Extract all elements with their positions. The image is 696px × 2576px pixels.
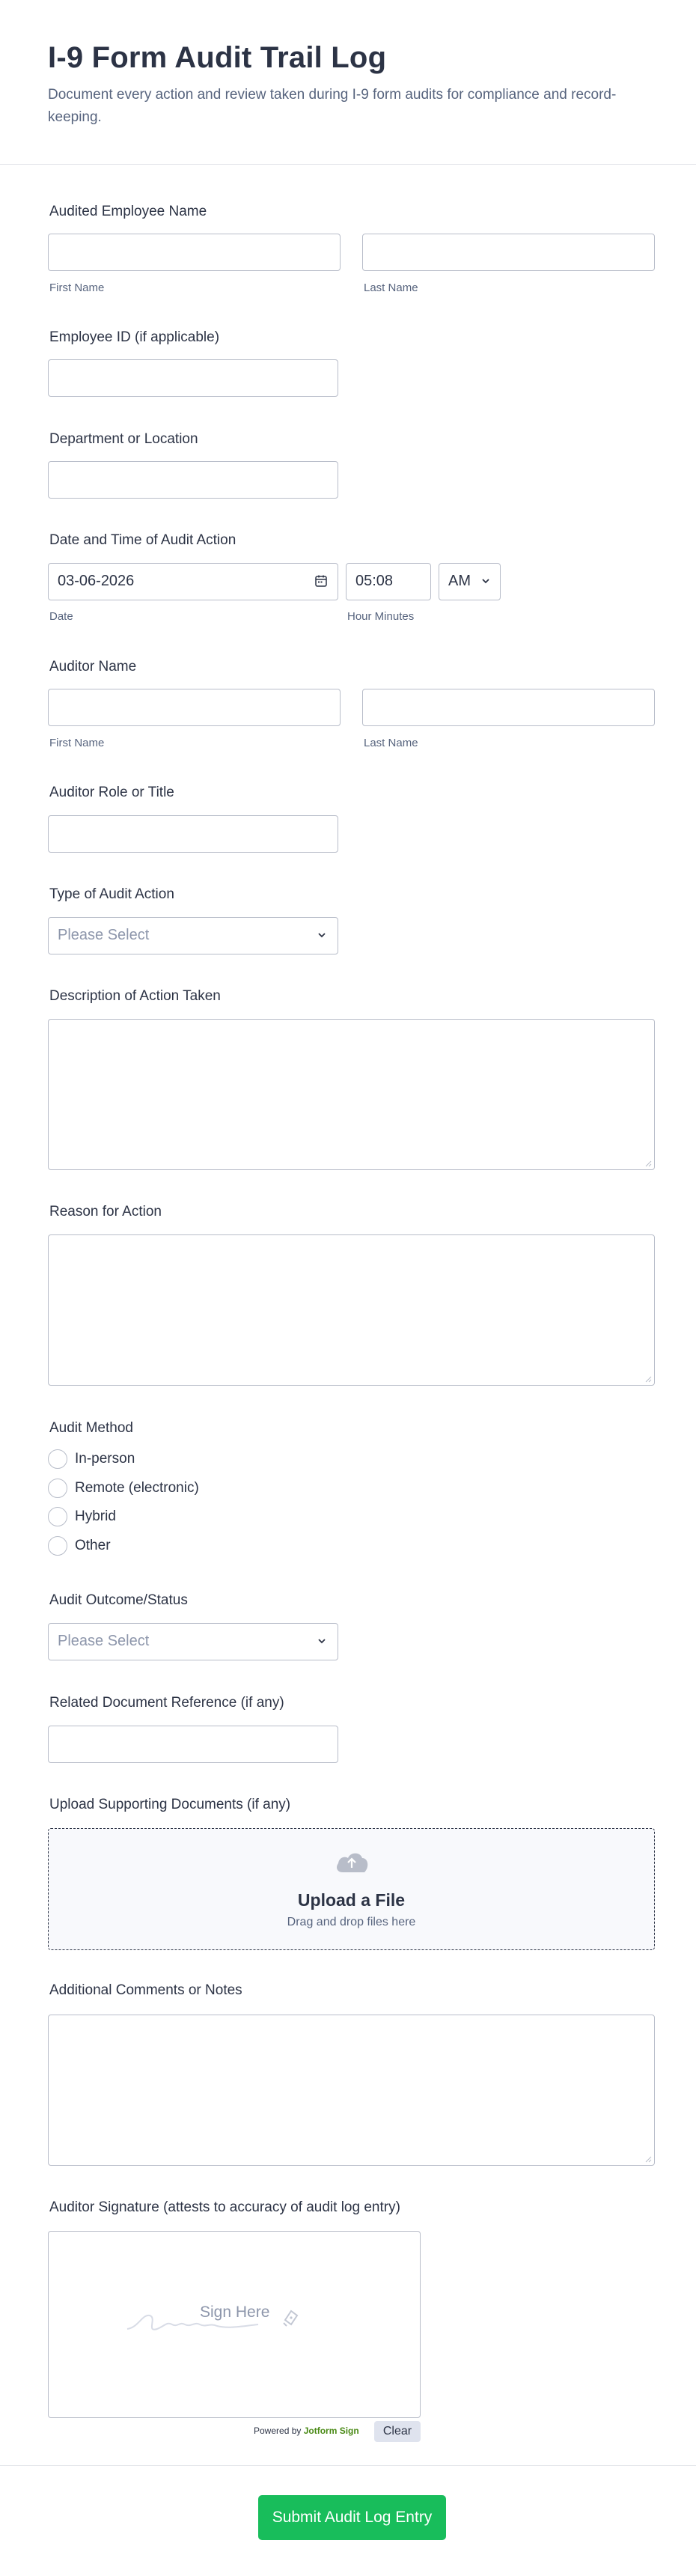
- employee-name-label: Audited Employee Name: [49, 204, 207, 219]
- description-textarea[interactable]: [48, 1019, 655, 1170]
- chevron-down-icon: [315, 1634, 329, 1648]
- form-title: I-9 Form Audit Trail Log: [48, 41, 387, 74]
- calendar-icon[interactable]: [314, 573, 329, 588]
- reason-label: Reason for Action: [49, 1204, 162, 1220]
- footer-divider: [0, 2465, 696, 2466]
- chevron-down-icon: [315, 928, 329, 942]
- auditor-first-name-input[interactable]: [48, 689, 341, 726]
- radio-circle[interactable]: [48, 1536, 67, 1556]
- date-input[interactable]: [48, 563, 338, 600]
- employee-last-name-input[interactable]: [362, 234, 655, 271]
- radio-option-in-person[interactable]: [48, 1449, 135, 1469]
- submit-button[interactable]: Submit Audit Log Entry: [258, 2495, 446, 2540]
- upload-label: Upload Supporting Documents (if any): [49, 1797, 291, 1812]
- outcome-select[interactable]: [48, 1623, 338, 1660]
- auditor-name-label: Auditor Name: [49, 659, 137, 675]
- file-upload-dropzone[interactable]: [48, 1828, 655, 1950]
- action-type-select[interactable]: [48, 917, 338, 954]
- signature-label: Auditor Signature (attests to accuracy of audit log entry): [49, 2199, 400, 2215]
- radio-option-remote[interactable]: [48, 1479, 199, 1498]
- date-sublabel: Date: [49, 610, 73, 623]
- audit-method-label: Audit Method: [49, 1420, 133, 1436]
- form-header: [48, 37, 647, 129]
- time-value: 05:08: [355, 573, 394, 589]
- radio-circle[interactable]: [48, 1449, 67, 1469]
- comments-label: Additional Comments or Notes: [49, 1982, 242, 1998]
- datetime-label: Date and Time of Audit Action: [49, 532, 236, 548]
- ampm-select[interactable]: [439, 563, 501, 600]
- employee-id-input[interactable]: [48, 359, 338, 397]
- reason-textarea[interactable]: [48, 1234, 655, 1386]
- radio-label: Other: [75, 1538, 111, 1553]
- radio-circle[interactable]: [48, 1507, 67, 1526]
- doc-ref-input[interactable]: [48, 1726, 338, 1763]
- upload-title: Upload a File: [297, 1890, 406, 1910]
- signature-placeholder: Sign Here: [200, 2304, 270, 2321]
- description-label: Description of Action Taken: [49, 988, 221, 1004]
- upload-subtitle: Drag and drop files here: [287, 1916, 416, 1928]
- cloud-upload-icon: [333, 1847, 370, 1877]
- radio-label: Remote (electronic): [75, 1480, 199, 1496]
- employee-first-name-sublabel: First Name: [49, 281, 105, 294]
- time-input[interactable]: [346, 563, 431, 600]
- auditor-role-input[interactable]: [48, 815, 338, 853]
- resize-grip-icon[interactable]: [644, 1160, 652, 1167]
- radio-label: In-person: [75, 1451, 135, 1467]
- header-divider: [0, 164, 696, 165]
- resize-grip-icon[interactable]: [644, 1375, 652, 1383]
- radio-label: Hybrid: [75, 1508, 116, 1524]
- powered-brand: Jotform Sign: [303, 2426, 359, 2436]
- employee-first-name-input[interactable]: [48, 234, 341, 271]
- radio-circle[interactable]: [48, 1479, 67, 1498]
- auditor-first-name-sublabel: First Name: [49, 737, 105, 749]
- form-description: Document every action and review taken during I-9 form audits for compliance and record-keeping.: [48, 87, 617, 125]
- doc-ref-label: Related Document Reference (if any): [49, 1695, 284, 1711]
- auditor-last-name-sublabel: Last Name: [364, 737, 418, 749]
- clear-signature-button[interactable]: Clear: [374, 2421, 421, 2442]
- action-type-label: Type of Audit Action: [49, 886, 174, 902]
- auditor-last-name-input[interactable]: [362, 689, 655, 726]
- auditor-role-label: Auditor Role or Title: [49, 785, 174, 800]
- outcome-label: Audit Outcome/Status: [49, 1592, 188, 1608]
- outcome-placeholder: Please Select: [58, 1633, 150, 1649]
- employee-id-label: Employee ID (if applicable): [49, 329, 220, 345]
- resize-grip-icon[interactable]: [644, 2155, 652, 2163]
- radio-option-other[interactable]: [48, 1536, 111, 1556]
- department-label: Department or Location: [49, 431, 198, 447]
- action-type-placeholder: Please Select: [58, 927, 150, 943]
- time-sublabel: Hour Minutes: [347, 610, 415, 623]
- chevron-down-icon: [479, 574, 492, 588]
- signature-pad[interactable]: [48, 2231, 421, 2418]
- employee-last-name-sublabel: Last Name: [364, 281, 418, 294]
- powered-by-text: [254, 2426, 359, 2436]
- powered-prefix: Powered by: [254, 2426, 302, 2436]
- radio-option-hybrid[interactable]: [48, 1507, 116, 1526]
- ampm-value: AM: [448, 573, 471, 589]
- comments-textarea[interactable]: [48, 2015, 655, 2166]
- department-input[interactable]: [48, 461, 338, 499]
- date-value: 03-06-2026: [58, 573, 135, 589]
